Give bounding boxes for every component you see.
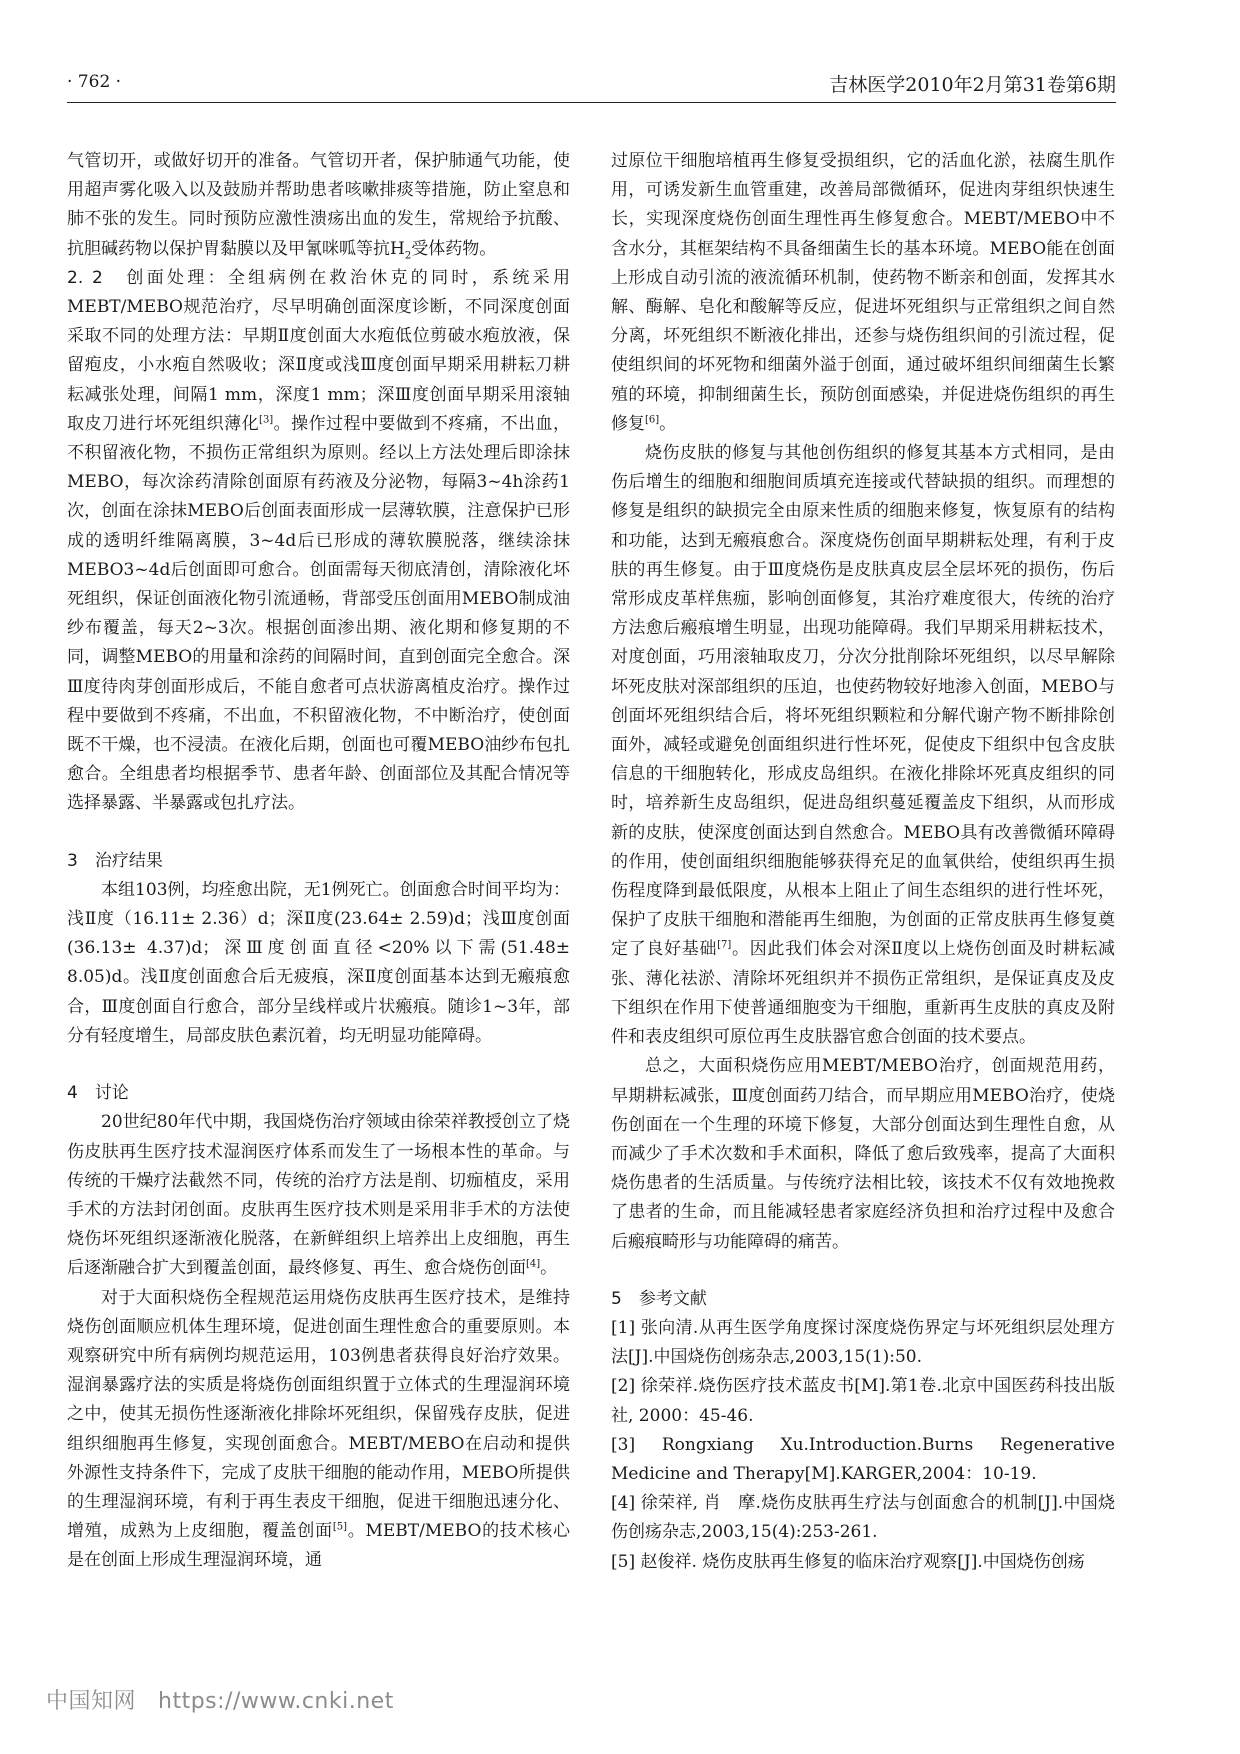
- paragraph-airway: 气管切开，或做好切开的准备。气管切开者，保护肺通气功能，使用超声雾化吸入以及鼓励并帮助患者咳嗽排痰等措施，防止窒息和肺不张的发生。同时预防应激性溃疡出血的发生，常规给予抗酸、抗胆碱药物以保护胃黏膜以及甲氰咪呱等抗$H_2$受体药物。: [67, 151, 570, 261]
- cnki-watermark: [46, 1684, 394, 1715]
- watermark-url: https://www.cnki.net: [158, 1689, 394, 1714]
- reference-item: [4] 徐荣祥, 肖 摩.烧伤皮肤再生疗法与创面愈合的机制[J].中国烧伤创疡杂志,2003,15(4):253-261.: [611, 1493, 1115, 1543]
- reference-item: [2] 徐荣祥.烧伤医疗技术蓝皮书[M].第1卷.北京中国医药科技出版社, 2000：45-46.: [611, 1376, 1115, 1426]
- section-2-2: 2. 2 创面处理：全组病例在救治休克的同时，系统采用MEBT/MEBO规范治疗，尽早明确创面深度诊断，不同深度创面采取不同的处理方法：早期Ⅱ度创面大水疱低位剪破水疱放液，保留疱皮，小水疱自然吸收；深Ⅱ度或浅Ⅲ度创面早期采用耕耘刀耕耘减张处理，间隔1 mm，深度1 mm；深Ⅲ度创面早期采用滚轴取皮刀进行坏死组织薄化[3]。操作过程中要做到不疼痛，不出血，不积留液化物，不损伤正常组织为原则。经以上方法处理后即涂抹MEBO，每次涂药清除创面原有药液及分泌物，每隔3~4h涂药1次，创面在涂抹MEBO后创面表面形成一层薄软膜，注意保护已形成的透明纤维隔离膜，3~4d后已形成的薄软膜脱落，继续涂抹MEBO3~4d后创面即可愈合。创面需每天彻底清创，清除液化坏死组织，保证创面液化物引流通畅，背部受压创面用MEBO制成油纱布覆盖，每天2~3次。根据创面渗出期、液化期和修复期的不同，调整MEBO的用量和涂药的间隔时间，直到创面完全愈合。深Ⅲ度待肉芽创面形成后，不能自愈者可点状游离植皮治疗。操作过程中要做到不疼痛，不出血，不积留液化物，不中断治疗，使创面既不干燥，也不浸渍。在液化后期，创面也可覆MEBO油纱布包扎愈合。全组患者均根据季节、患者年龄、创面部位及其配合情况等选择暴露、半暴露或包扎疗法。: [67, 267, 571, 814]
- left-column: [67, 147, 570, 1576]
- discussion-paragraph-5: 总之，大面积烧伤应用MEBT/MEBO治疗，创面规范用药，早期耕耘减张，Ⅲ度创面药刀结合，而早期应用MEBO治疗，使烧伤创面在一个生理的环境下修复，大部分创面达到生理性自愈，从而减少了手术次数和手术面积，降低了愈后致残率，提高了大面积烧伤患者的生活质量。与传统疗法相比较，该技术不仅有效地挽救了患者的生命，而且能减轻患者家庭经济负担和治疗过程中及愈合后瘢痕畸形与功能障碍的痛苦。: [611, 1056, 1115, 1252]
- section-4-heading: 4 讨论: [67, 1083, 129, 1104]
- right-column: [611, 147, 1115, 1577]
- section-5-heading: 5 参考文献: [611, 1288, 707, 1309]
- discussion-paragraph-3: 过原位干细胞培植再生修复受损组织，它的活血化淤，祛腐生肌作用，可诱发新生血管重建，改善局部微循环，促进肉芽组织快速生长，实现深度烧伤创面生理性再生修复愈合。MEBT/MEBO中不含水分，其框架结构不具备细菌生长的基本环境。MEBO能在创面上形成自动引流的液流循环机制，使药物不断亲和创面，发挥其水解、酶解、皂化和酸解等反应，促进坏死组织与正常组织之间自然分离，坏死组织不断液化排出，还参与烧伤组织间的引流过程，促使组织间的坏死物和细菌外溢于创面，通过破坏组织间细菌生长繁殖的环境，抑制细菌生长，预防创面感染，并促进烧伤组织的再生修复[6]。: [611, 151, 1115, 434]
- header-rule: [67, 102, 1116, 103]
- section-3-paragraph: 本组103例，均痊愈出院，无1例死亡。创面愈合时间平均为：浅Ⅱ度（16.11± 2.36）d；深Ⅱ度(23.64± 2.59)d；浅Ⅲ度创面(36.13± 4.37)d；深Ⅲ度创面直径<20%以下需(51.48± 8.05)d。浅Ⅱ度创面愈合后无疲痕，深Ⅱ度创面基本达到无瘢痕愈合，Ⅲ度创面自行愈合，部分呈线样或片状瘢痕。随诊1~3年，部分有轻度增生，局部皮肤色素沉着，均无明显功能障碍。: [67, 879, 570, 1046]
- section-3-heading: 3 治疗结果: [67, 850, 163, 871]
- reference-item: [3] Rongxiang Xu.Introduction.Burns Regenerative Medicine and Therapy[M].KARGER,2004：10-19.: [611, 1434, 1115, 1484]
- journal-header: 吉林医学2010年2月第31卷第6期: [829, 74, 1116, 96]
- watermark-brand: 中国知网: [46, 1689, 137, 1714]
- page-number: · 762 ·: [67, 72, 122, 92]
- reference-item: [5] 赵俊祥. 烧伤皮肤再生修复的临床治疗观察[J].中国烧伤创疡: [611, 1551, 1085, 1572]
- reference-item: [1] 张向清.从再生医学角度探讨深度烧伤界定与坏死组织层处理方法[J].中国烧伤创疡杂志,2003,15(1):50.: [611, 1317, 1115, 1368]
- discussion-paragraph-2: 对于大面积烧伤全程规范运用烧伤皮肤再生医疗技术，是维持烧伤创面顺应机体生理环境，促进创面生理性愈合的重要原则。本观察研究中所有病例均规范运用，103例患者获得良好治疗效果。湿润暴露疗法的实质是将烧伤创面组织置于立体式的生理湿润环境之中，使其无损伤性逐渐液化排除坏死组织，保留残存皮肤，促进组织细胞再生修复，实现创面愈合。MEBT/MEBO在启动和提供外源性支持条件下，完成了皮肤干细胞的能动作用，MEBO所提供的生理湿润环境，有利于再生表皮干细胞，促进干细胞迅速分化、增殖，成熟为上皮细胞，覆盖创面[5]。MEBT/MEBO的技术核心是在创面上形成生理湿润环境，通: [67, 1287, 571, 1571]
- discussion-paragraph-4: 烧伤皮肤的修复与其他创伤组织的修复其基本方式相同，是由伤后增生的细胞和细胞间质填充连接或代替缺损的组织。而理想的修复是组织的缺损完全由原来性质的细胞来修复，恢复原有的结构和功能，达到无瘢痕愈合。深度烧伤创面早期耕耘处理，有利于皮肤的再生修复。由于Ⅲ度烧伤是皮肤真皮层全层坏死的损伤，伤后常形成皮革样焦痂，影响创面修复，其治疗难度很大，传统的治疗方法愈后瘢痕增生明显，出现功能障碍。我们早期采用耕耘技术，对度创面，巧用滚轴取皮刀，分次分批削除坏死组织，以尽早解除坏死皮肤对深部组织的压迫，也使药物较好地渗入创面，MEBO与创面坏死组织结合后，将坏死组织颗粒和分解代谢产物不断排除创面外，减轻或避免创面组织进行性坏死，促使皮下组织中包含皮肤信息的干细胞转化，形成皮岛组织。在液化排除坏死真皮组织的同时，培养新生皮岛组织，促进岛组织蔓延覆盖皮下组织，从而形成新的皮肤，使深度创面达到自然愈合。MEBO具有改善微循环障碍的作用，使创面组织细胞能够获得充足的血氧供给，使组织再生损伤程度降到最低限度，从根本上阻止了间生态组织的进行性坏死，保护了皮肤干细胞和潜能再生细胞，为创面的正常皮肤再生修复奠定了良好基础[7]。因此我们体会对深Ⅱ度以上烧伤创面及时耕耘减张、薄化祛淤、清除坏死组织并不损伤正常组织，是保证真皮及皮下组织在作用下使普通细胞变为干细胞，重新再生皮肤的真皮及附件和表皮组织可原位再生皮肤器官愈合创面的技术要点。: [611, 443, 1116, 1048]
- discussion-paragraph-1: 20世纪80年代中期，我国烧伤治疗领域由徐荣祥教授创立了烧伤皮肤再生医疗技术湿润医疗体系而发生了一场根本性的革命。与传统的干燥疗法截然不同，传统的治疗方法是削、切痂植皮，采用手术的方法封闭创面。皮肤再生医疗技术则是采用非手术的方法使烧伤坏死组织逐渐液化脱落，在新鲜组织上培养出上皮细胞，再生后逐渐融合扩大到覆盖创面，最终修复、再生、愈合烧伤创面[4]。: [67, 1112, 570, 1279]
